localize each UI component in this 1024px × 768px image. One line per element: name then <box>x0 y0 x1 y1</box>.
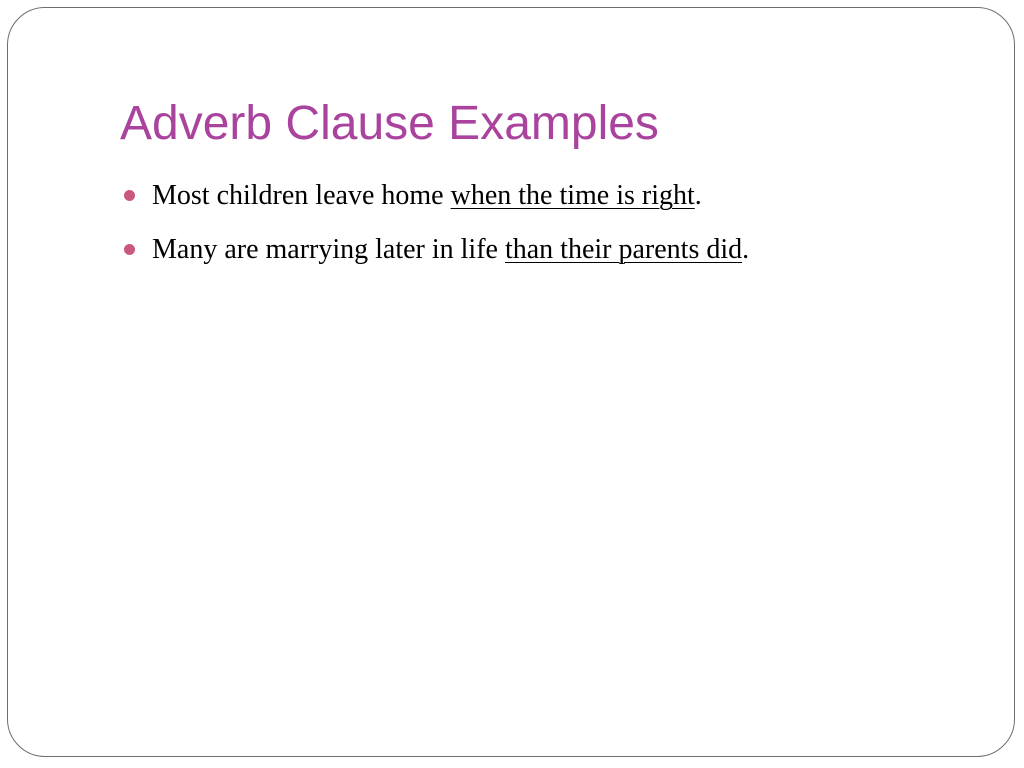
slide-title: Adverb Clause Examples <box>120 97 659 150</box>
bullet-item <box>124 176 749 216</box>
bullet-dot-icon <box>124 190 135 201</box>
bullet-dot-icon <box>124 244 135 255</box>
bullet-text-prefix: Many are marrying later in life <box>152 234 505 265</box>
bullet-text-prefix: Most children leave home <box>152 180 451 211</box>
adverb-clause: when the time is right <box>450 180 695 211</box>
adverb-clause: than their parents did <box>504 234 743 265</box>
bullet-text-suffix: . <box>694 180 702 211</box>
slide <box>7 7 1015 757</box>
bullet-text-suffix: . <box>742 234 750 265</box>
bullet-item <box>124 230 749 270</box>
bullet-list <box>124 176 749 284</box>
